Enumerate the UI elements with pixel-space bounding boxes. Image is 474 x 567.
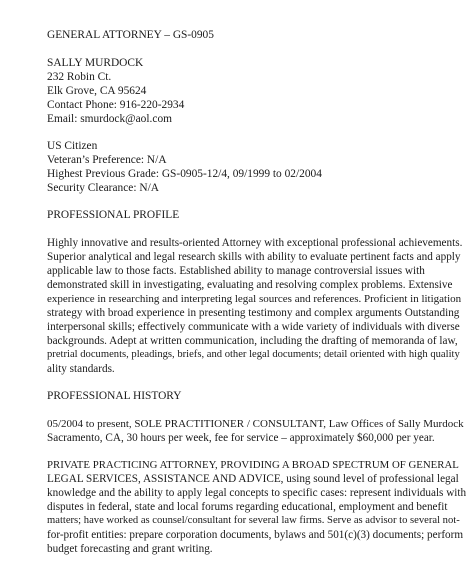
private-practice-line: PRIVATE PRACTICING ATTORNEY, PROVIDING A BROAD SPECTRUM OF GENERAL (47, 459, 459, 471)
private-practice-line: LEGAL SERVICES, ASSISTANCE AND ADVICE, using sound level of professional legal (47, 473, 459, 485)
profile-line: demonstrated skill in investigating, evaluating and resolving complex problems. Extensive (47, 279, 453, 291)
veterans-preference: Veteran’s Preference: N/A (47, 154, 167, 166)
private-practice-line: disputes in federal, state and local forums regarding educational, employment and benefit (47, 501, 448, 513)
private-practice-line: budget forecasting and grant writing. (47, 543, 213, 555)
history-heading: PROFESSIONAL HISTORY (47, 390, 182, 402)
highest-previous-grade: Highest Previous Grade: GS-0905-12/4, 09/1999 to 02/2004 (47, 168, 322, 180)
document-title: GENERAL ATTORNEY – GS-0905 (47, 29, 214, 41)
private-practice-line: knowledge and the ability to apply legal concepts to specific cases: represent individuals with (47, 487, 467, 499)
profile-line: backgrounds. Adept at written communication, including the drafting of memoranda of law, (47, 335, 458, 347)
profile-line: applicable law to those facts. Established ability to manage controversial issues with (47, 265, 425, 277)
contact-city: Elk Grove, CA 95624 (47, 85, 147, 97)
job-line: 05/2004 to present, SOLE PRACTITIONER / CONSULTANT, Law Offices of Sally Murdock (47, 418, 464, 430)
profile-line: pretrial documents, pleadings, briefs, and other legal documents; detail oriented with high quality (47, 349, 460, 360)
profile-line: strategy with broad experience in presenting testimony and complex arguments Outstanding (47, 307, 460, 319)
profile-line: Superior analytical and legal research skills with ability to evaluate pertinent facts and apply (47, 251, 461, 263)
profile-heading: PROFESSIONAL PROFILE (47, 209, 180, 221)
profile-line: interpersonal skills; effectively communicate with a wide variety of individuals with diverse (47, 321, 460, 333)
citizenship: US Citizen (47, 140, 98, 152)
job-line: Sacramento, CA, 30 hours per week, fee for service – approximately $60,000 per year. (47, 432, 435, 444)
contact-email: Email: smurdock@aol.com (47, 113, 173, 125)
contact-phone: Contact Phone: 916-220-2934 (47, 99, 185, 111)
contact-name: SALLY MURDOCK (47, 57, 144, 69)
profile-line: ality standards. (47, 363, 115, 375)
private-practice-line: matters; have worked as counsel/consultant for several law firms. Serve as advisor to several not- (47, 515, 460, 526)
profile-line: Highly innovative and results-oriented Attorney with exceptional professional achievements. (47, 237, 463, 249)
profile-line: experience in researching and interpreting legal sources and references. Proficient in litigation (47, 293, 462, 305)
contact-street: 232 Robin Ct. (47, 71, 112, 83)
security-clearance: Security Clearance: N/A (47, 182, 159, 194)
private-practice-line: for-profit entities: prepare corporation documents, bylaws and 501(c)(3) documents; perform (47, 529, 464, 541)
